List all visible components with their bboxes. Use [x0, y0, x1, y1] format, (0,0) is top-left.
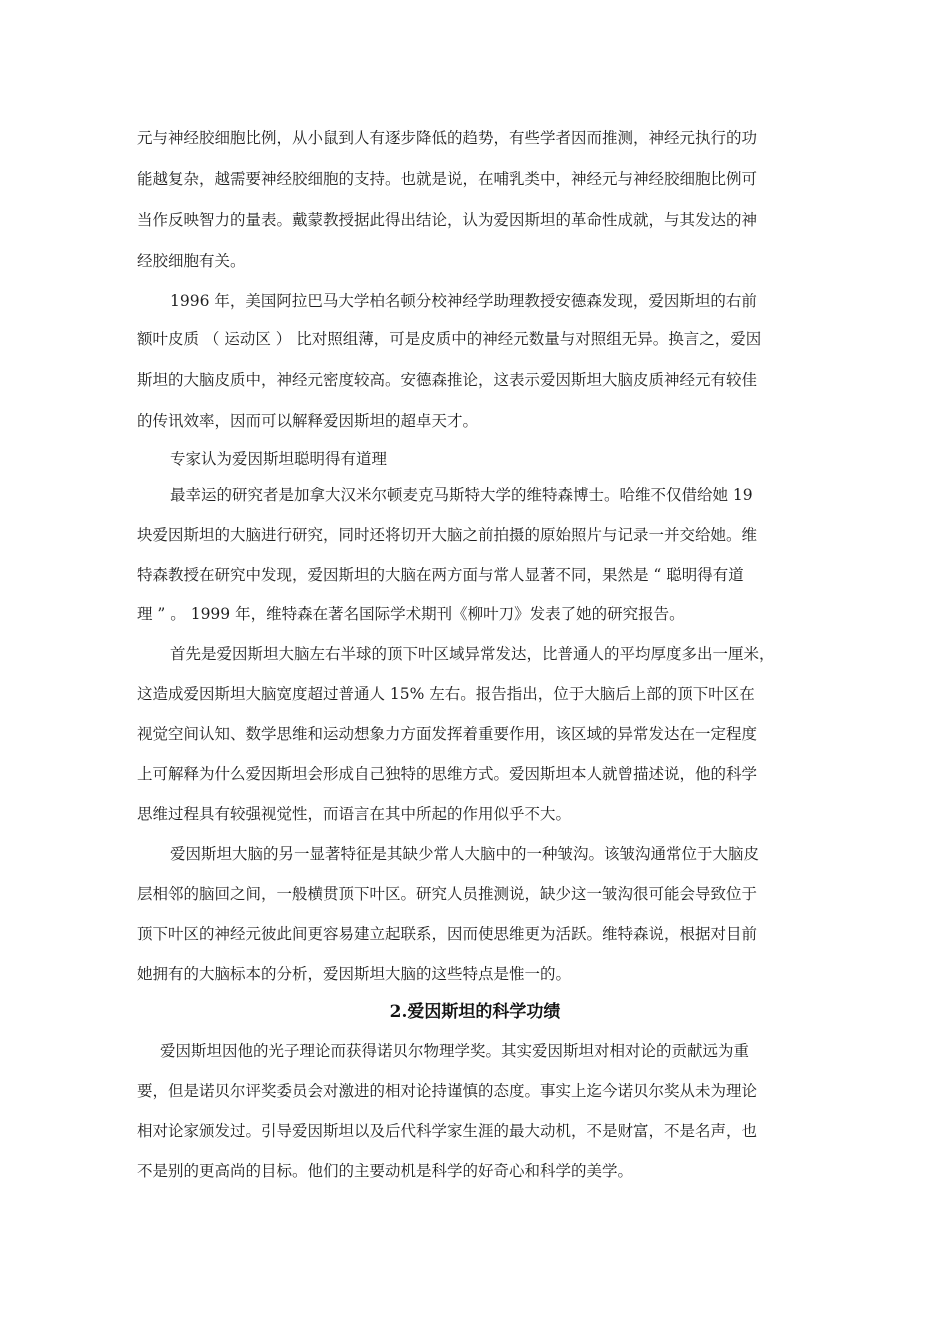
para5-line4: 她拥有的大脑标本的分析，爱因斯坦大脑的这些特点是惟一的。 — [137, 965, 572, 983]
section-subtitle: 专家认为爱因斯坦聪明得有道理 — [170, 450, 388, 468]
para1-line2: 能越复杂，越需要神经胶细胞的支持。也就是说，在哺乳类中，神经元与神经胶细胞比例可 — [137, 170, 758, 188]
para4-line2: 这造成爱因斯坦大脑宽度超过普通人 15% 左右。报告指出，位于大脑后上部的顶下叶区在 — [137, 685, 755, 703]
para4-line1: 首先是爱因斯坦大脑左右半球的顶下叶区域异常发达，比普通人的平均厚度多出一厘米， — [170, 645, 775, 663]
para2-line3: 斯坦的大脑皮质中，神经元密度较高。安德森推论，这表示爱因斯坦大脑皮质神经元有较佳 — [137, 371, 758, 389]
final-para-line3: 相对论家颁发过。引导爱因斯坦以及后代科学家生涯的最大动机，不是财富，不是名声，也 — [137, 1122, 758, 1140]
section-heading: 2.爱因斯坦的科学功绩 — [389, 1002, 561, 1022]
para1-line3: 当作反映智力的量表。戴蒙教授据此得出结论，认为爱因斯坦的革命性成就，与其发达的神 — [137, 211, 758, 229]
para3-line3: 特森教授在研究中发现，爱因斯坦的大脑在两方面与常人显著不同，果然是 “ 聪明得有道 — [137, 566, 744, 584]
para3-line4: 理 ” 。 1999 年，维特森在著名国际学术期刊《柳叶刀》发表了她的研究报告。 — [137, 605, 685, 623]
para5-line3: 顶下叶区的神经元彼此间更容易建立起联系，因而使思维更为活跃。维特森说，根据对目前 — [137, 925, 758, 943]
para5-line2: 层相邻的脑回之间，一般横贯顶下叶区。研究人员推测说，缺少这一皱沟很可能会导致位于 — [137, 885, 758, 903]
para2-line1: 1996 年，美国阿拉巴马大学柏名顿分校神经学助理教授安德森发现，爱因斯坦的右前 — [170, 292, 757, 310]
para4-line4: 上可解释为什么爱因斯坦会形成自己独特的思维方式。爱因斯坦本人就曾描述说，他的科学 — [137, 765, 758, 783]
para1-line1: 元与神经胶细胞比例，从小鼠到人有逐步降低的趋势，有些学者因而推测，神经元执行的功 — [137, 129, 758, 147]
final-para-line4: 不是别的更高尚的目标。他们的主要动机是科学的好奇心和科学的美学。 — [137, 1162, 634, 1180]
para2-line4: 的传讯效率，因而可以解释爱因斯坦的超卓天才。 — [137, 412, 479, 430]
para4-line3: 视觉空间认知、数学思维和运动想象力方面发挥着重要作用，该区域的异常发达在一定程度 — [137, 725, 758, 743]
para2-line2: 额叶皮质 （ 运动区 ） 比对照组薄，可是皮质中的神经元数量与对照组无异。换言之，爱因 — [137, 330, 762, 348]
para3-line1: 最幸运的研究者是加拿大汉米尔顿麦克马斯特大学的维特森博士。哈维不仅借给她 19 — [170, 486, 753, 504]
final-para-line1: 爱因斯坦因他的光子理论而获得诺贝尔物理学奖。其实爱因斯坦对相对论的贡献远为重 — [160, 1042, 750, 1060]
para1-line4: 经胶细胞有关。 — [137, 252, 246, 270]
final-para-line2: 要，但是诺贝尔评奖委员会对激进的相对论持谨慎的态度。事实上迄今诺贝尔奖从未为理论 — [137, 1082, 758, 1100]
para5-line1: 爱因斯坦大脑的另一显著特征是其缺少常人大脑中的一种皱沟。该皱沟通常位于大脑皮 — [170, 845, 760, 863]
para3-line2: 块爱因斯坦的大脑进行研究，同时还将切开大脑之前拍摄的原始照片与记录一并交给她。维 — [137, 526, 758, 544]
para4-line5: 思维过程具有较强视觉性，而语言在其中所起的作用似乎不大。 — [137, 805, 572, 823]
